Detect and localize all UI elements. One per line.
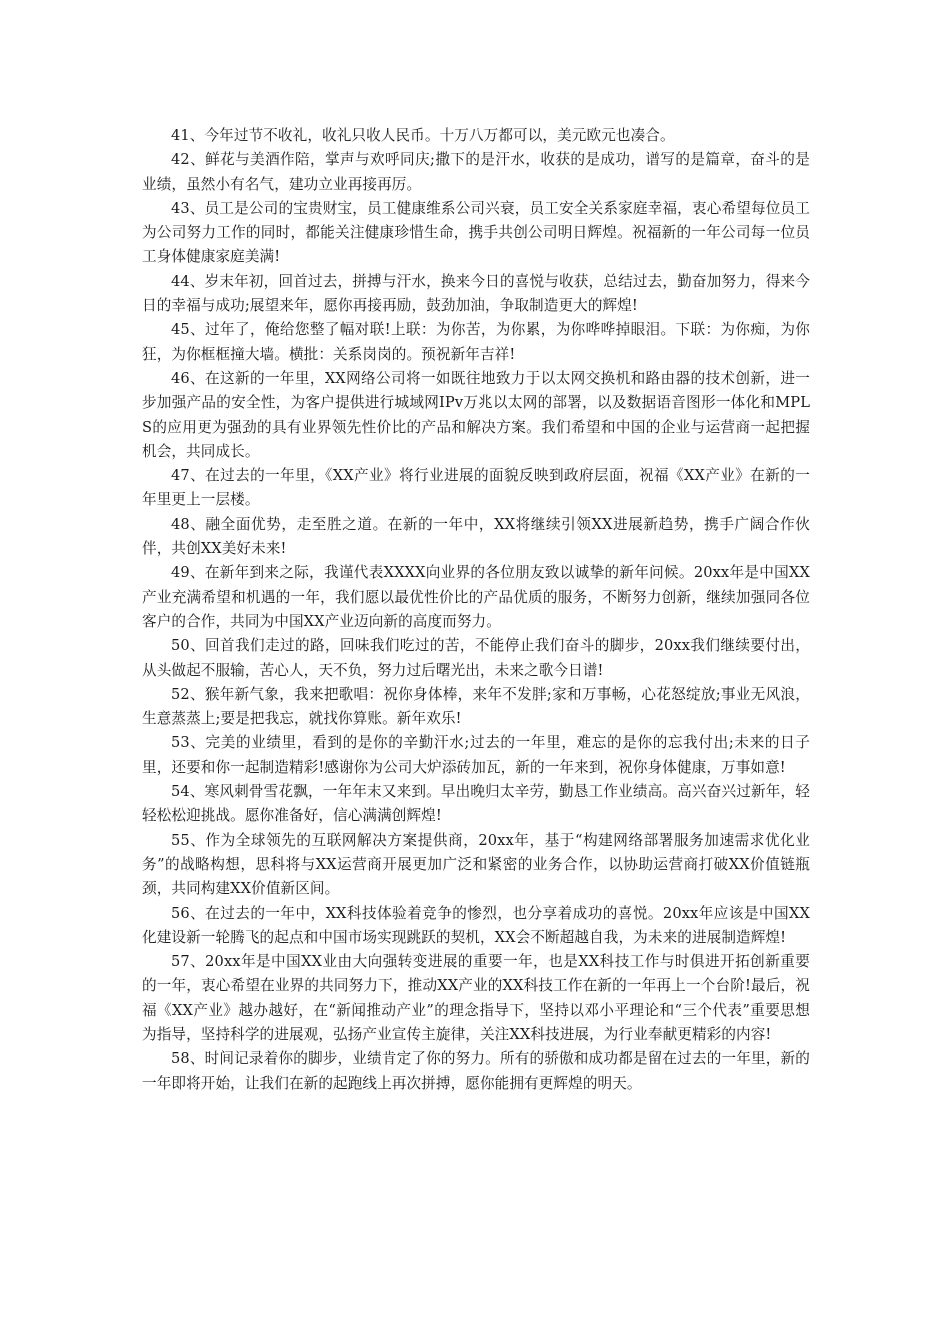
paragraph-44: 44、岁末年初，回首过去，拼搏与汗水，换来今日的喜悦与收获，总结过去，勤奋加努力，得来今日的幸福与成功;展望来年，愿你再接再励，鼓劲加油，争取制造更大的辉煌!	[142, 272, 810, 315]
paragraph-53: 53、完美的业绩里，看到的是你的辛勤汗水;过去的一年里，难忘的是你的忘我付出;未来的日子里，还要和你一起制造精彩!感谢你为公司大炉添砖加瓦，新的一年来到，祝你身体健康，万事如意!	[142, 734, 810, 776]
paragraph-52: 52、猴年新气象，我来把歌唱：祝你身体棒，来年不发胖;家和万事畅，心花怒绽放;事业无风浪，生意蒸蒸上;要是把我忘，就找你算账。新年欢乐!	[142, 685, 810, 728]
paragraph-56: 56、在过去的一年中，XX科技体验着竞争的惨烈，也分享着成功的喜悦。20xx年应该是中国XX化建设新一轮腾飞的起点和中国市场实现跳跃的契机，XX会不断超越自我，为未来的进展制造辉煌!	[142, 904, 810, 946]
paragraph-45: 45、过年了，俺给您整了幅对联!上联：为你苦，为你累，为你哗哗掉眼泪。下联：为你痴，为你狂，为你框框撞大墙。横批：关系岗岗的。预祝新年吉祥!	[142, 321, 810, 363]
paragraph-58: 58、时间记录着你的脚步，业绩肯定了你的努力。所有的骄傲和成功都是留在过去的一年里，新的一年即将开始，让我们在新的起跑线上再次拼搏，愿你能拥有更辉煌的明天。	[142, 1050, 810, 1092]
paragraph-43: 43、员工是公司的宝贵财宝，员工健康维系公司兴衰，员工安全关系家庭幸福，衷心希望每位员工为公司努力工作的同时，都能关注健康珍惜生命，携手共创公司明日辉煌。祝福新的一年公司每一位员工身体健康家庭美满!	[142, 199, 810, 266]
paragraph-55: 55、作为全球领先的互联网解决方案提供商，20xx年，基于“构建网络部署服务加速需求优化业务”的战略构想，思科将与XX运营商开展更加广泛和紧密的业务合作，以协助运营商打破XX价值链瓶颈，共同构建XX价值新区间。	[142, 831, 810, 898]
paragraph-54: 54、寒风刺骨雪花飘，一年年末又来到。早出晚归太辛劳，勤恳工作业绩高。高兴奋兴过新年，轻轻松松迎挑战。愿你准备好，信心满满创辉煌!	[142, 783, 810, 825]
paragraph-57: 57、20xx年是中国XX业由大向强转变进展的重要一年，也是XX科技工作与时俱进开拓创新重要的一年，衷心希望在业界的共同努力下，推动XX产业的XX科技工作在新的一年再上一个台阶!最后，祝福《XX产业》越办越好，在“新闻推动产业”的理念指导下，坚持以邓小平理论和“三个代表”重要思想为指导，坚持科学的进展观，弘扬产业宣传主旋律，关注XX科技进展，为行业奉献更精彩的内容!	[142, 953, 810, 1043]
paragraph-47: 47、在过去的一年里，《XX产业》将行业进展的面貌反映到政府层面，祝福《XX产业》在新的一年里更上一层楼。	[142, 467, 810, 509]
paragraph-49: 49、在新年到来之际，我谨代表XXXX向业界的各位朋友致以诚挚的新年问候。20xx年是中国XX产业充满希望和机遇的一年，我们愿以最优性价比的产品优质的服务，不断努力创新，继续加强同各位客户的合作，共同为中国XX产业迈向新的高度而努力。	[142, 564, 810, 630]
paragraph-48: 48、融全面优势，走至胜之道。在新的一年中，XX将继续引领XX进展新趋势，携手广阔合作伙伴，共创XX美好未来!	[142, 515, 810, 558]
paragraph-42: 42、鲜花与美酒作陪，掌声与欢呼同庆;撒下的是汗水，收获的是成功，谱写的是篇章，奋斗的是业绩，虽然小有名气，建功立业再接再厉。	[142, 151, 810, 193]
paragraph-46: 46、在这新的一年里，XX网络公司将一如既往地致力于以太网交换机和路由器的技术创新，进一步加强产品的安全性，为客户提供进行城域网IPv万兆以太网的部署，以及数据语音图形一体化和MPLS的应用更为强劲的具有业界领先性价比的产品和解决方案。我们希望和中国的企业与运营商一起把握机会，共同成长。	[142, 369, 810, 460]
document-body	[142, 124, 810, 1096]
paragraph-50: 50、回首我们走过的路，回味我们吃过的苦，不能停止我们奋斗的脚步，20xx我们继续要付出，从头做起不服输，苦心人，天不负，努力过后曙光出，未来之歌今日谱!	[142, 637, 810, 679]
paragraph-41: 41、今年过节不收礼，收礼只收人民币。十万八万都可以，美元欧元也凑合。	[171, 127, 675, 144]
